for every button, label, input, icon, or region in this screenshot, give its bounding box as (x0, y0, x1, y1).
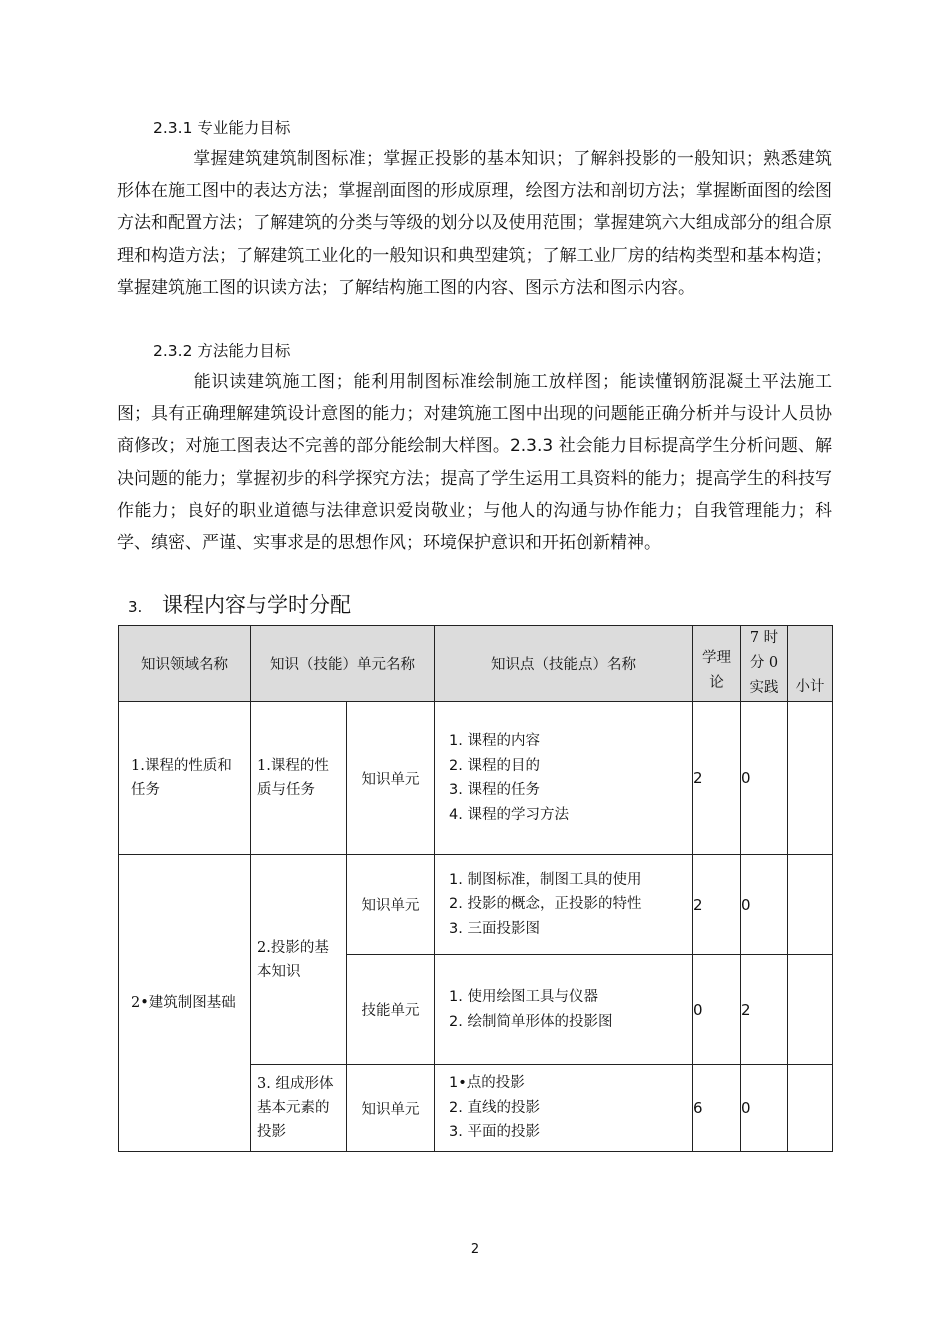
cell-theory: 0 (693, 955, 741, 1065)
points-list (435, 985, 692, 1034)
table-row (119, 702, 833, 855)
header-unit-name: 知识（技能）单元名称 (251, 626, 435, 702)
section-heading-2-3-2: 2.3.2 方法能力目标 (153, 342, 291, 360)
list-item: 1. 课程的内容 (449, 733, 540, 749)
table-row (119, 855, 833, 955)
points-list (435, 729, 692, 827)
cell-theory: 2 (693, 702, 741, 855)
header-theory-top: 学理 (702, 649, 731, 666)
list-item: 1•点的投影 (449, 1075, 525, 1092)
list-item: 2. 绘制简单形体的投影图 (449, 1013, 613, 1030)
header-practice-label: 实践 (749, 680, 779, 696)
domain-text: 1.课程的性质和任务 (131, 758, 232, 798)
table-header-row (119, 626, 833, 702)
cell-unit (251, 855, 347, 1065)
header-theory (693, 626, 741, 702)
unit-text: 3. 组成形体基本元素的投影 (257, 1076, 334, 1140)
header-subtotal-label: 小计 (795, 679, 825, 695)
section-heading-2-3-1: 2.3.1 专业能力目标 (153, 119, 291, 137)
cell-type: 知识单元 (347, 702, 435, 855)
cell-subtotal (788, 702, 833, 855)
header-points: 知识点（技能点）名称 (435, 626, 693, 702)
list-item: 3. 课程的任务 (449, 782, 540, 798)
cell-domain (119, 702, 251, 855)
cell-unit (251, 1065, 347, 1152)
unit-text: 2.投影的基本知识 (257, 939, 329, 980)
cell-points (435, 855, 693, 955)
paragraph-method-goals-text: 能识读建筑施工图；能利用制图标准绘制施工放样图；能读懂钢筋混凝土平法施工图；具有正确理解建筑设计意图的能力；对建筑施工图中出现的问题能正确分析并与设计人员协商修改；对施工图表达不完善的部分能绘制大样图。2.3.3 社会能力目标提高学生分析问题、解决问题的能力；掌握初步的科学探究方法；提高了学生运用工具资料的能力；提高学生的科技写作能力；良好的职业道德与法律意识爱岗敬业；与他人的沟通与协作能力；自我管理能力；科学、缜密、严谨、实事求是的思想作风；环境保护意识和开拓创新精神。 (117, 372, 832, 554)
list-item: 4. 课程的学习方法 (449, 806, 569, 823)
cell-subtotal (788, 955, 833, 1065)
section-heading-3 (118, 591, 351, 621)
cell-practice: 0 (741, 702, 788, 855)
course-content-table (118, 625, 833, 1152)
cell-points (435, 1065, 693, 1152)
cell-theory: 2 (693, 855, 741, 955)
page-number: 2 (470, 1242, 480, 1257)
paragraph-method-goals (117, 366, 832, 559)
cell-type: 知识单元 (347, 1065, 435, 1152)
cell-points (435, 955, 693, 1065)
header-practice (741, 626, 788, 702)
cell-subtotal (788, 1065, 833, 1152)
cell-practice: 0 (741, 1065, 788, 1152)
header-domain: 知识领域名称 (119, 626, 251, 702)
cell-theory: 6 (693, 1065, 741, 1152)
section-number: 3. (128, 598, 143, 616)
cell-practice: 2 (741, 955, 788, 1065)
cell-domain (119, 855, 251, 1152)
paragraph-professional-goals-text: 掌握建筑建筑制图标准；掌握正投影的基本知识；了解斜投影的一般知识；熟悉建筑形体在施工图中的表达方法；掌握剖面图的形成原理，绘图方法和剖切方法；掌握断面图的绘图方法和配置方法；了解建筑的分类与等级的划分以及使用范围；掌握建筑六大组成部分的组合原理和构造方法；了解建筑工业化的一般知识和典型建筑；了解工业厂房的结构类型和基本构造；掌握建筑施工图的识读方法；了解结构施工图的内容、图示方法和图示内容。 (117, 149, 832, 298)
list-item: 3. 三面投影图 (449, 920, 540, 937)
points-list (435, 1071, 692, 1145)
list-item: 3. 平面的投影 (449, 1124, 540, 1141)
list-item: 1. 制图标准，制图工具的使用 (449, 871, 642, 888)
header-hours-mid: 分 0 (749, 655, 779, 671)
unit-text: 1.课程的性质与任务 (257, 758, 329, 798)
cell-subtotal (788, 855, 833, 955)
header-subtotal (788, 626, 833, 702)
list-item: 2. 投影的概念，正投影的特性 (449, 896, 642, 913)
cell-type: 知识单元 (347, 855, 435, 955)
domain-text: 2•建筑制图基础 (131, 995, 236, 1011)
section-title: 课程内容与学时分配 (162, 593, 351, 617)
header-hours-top: 7 时 (749, 630, 779, 646)
points-list (435, 868, 692, 942)
paragraph-professional-goals (117, 143, 832, 304)
list-item: 2. 直线的投影 (449, 1099, 540, 1116)
cell-unit (251, 702, 347, 855)
list-item: 1. 使用绘图工具与仪器 (449, 989, 598, 1005)
cell-practice: 0 (741, 855, 788, 955)
cell-points (435, 702, 693, 855)
header-theory-bottom: 论 (709, 674, 724, 691)
cell-type: 技能单元 (347, 955, 435, 1065)
list-item: 2. 课程的目的 (449, 757, 540, 774)
